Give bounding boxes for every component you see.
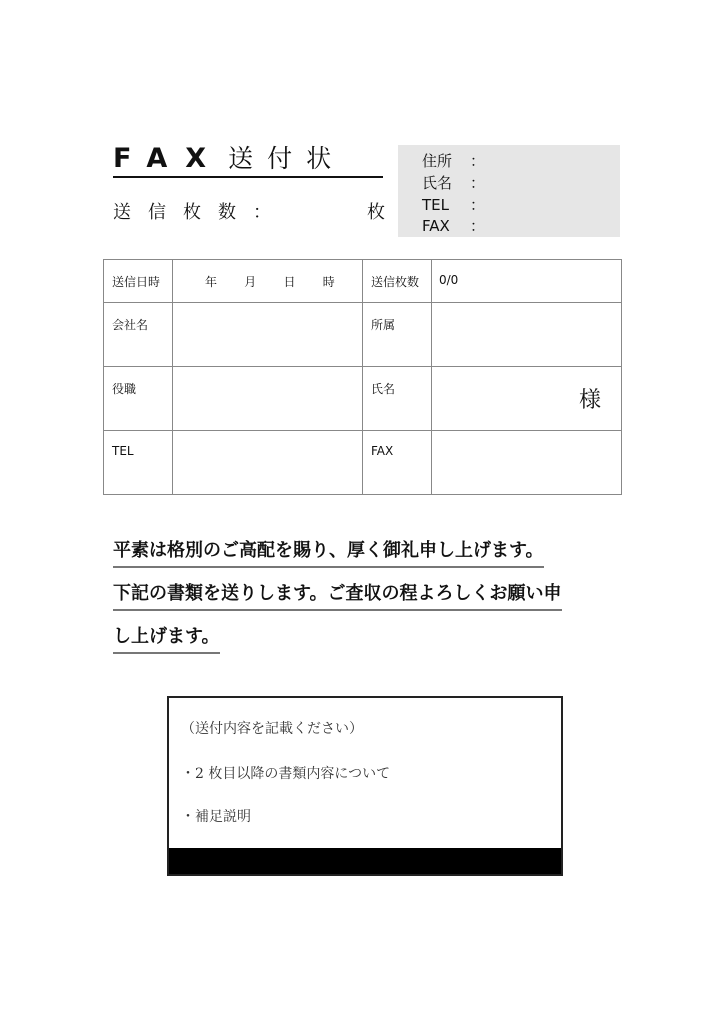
table-row [104,431,622,495]
send-datetime-label: 送信日時 [112,275,161,289]
send-count-label: 送信枚数 [371,275,420,289]
colon: ： [470,174,486,192]
greeting-text: し上げます。 [113,626,220,654]
sender-tel-row [422,196,485,214]
greeting-line-3 [113,626,220,654]
company-field[interactable] [173,303,363,367]
recipient-name-field[interactable] [432,367,622,431]
greeting-text: 平素は格別のご高配を賜り、厚く御礼申し上げます。 [113,540,544,568]
recipient-name-label-cell [363,367,432,431]
page-count-label: 送信枚数： [113,202,288,223]
tel-label: TEL [112,444,134,458]
sender-fax-row [422,217,485,235]
page-count-unit: 枚 [367,202,385,223]
table-row [104,260,622,303]
month-label: 月 [244,275,257,289]
table-row [104,303,622,367]
title-fax: FAX [113,143,225,174]
day-label: 日 [283,275,296,289]
send-count-field[interactable] [432,260,622,303]
recipient-name-label: 氏名 [371,382,396,396]
fax-field[interactable] [432,431,622,495]
position-field[interactable] [173,367,363,431]
department-label-cell [363,303,432,367]
position-label: 役職 [112,382,137,396]
greeting-line-1 [113,540,544,568]
sender-name-row [422,174,485,192]
sender-fax-label: FAX [422,217,450,235]
colon: ： [470,152,486,170]
document-title [113,138,383,178]
department-label: 所属 [371,318,396,332]
tel-label-cell [104,431,173,495]
table-row [104,367,622,431]
greeting-line-2 [113,583,562,611]
honorific-sama: 様 [578,388,601,413]
content-item-supplement: ・補足説明 [181,809,251,825]
send-count-value: 0/0 [439,273,459,287]
content-description-box[interactable] [167,696,563,876]
sender-address-row [422,152,485,170]
fax-label: FAX [371,444,394,458]
content-item-second-page: ・2 枚目以降の書類内容について [181,766,391,782]
year-label: 年 [205,275,218,289]
sender-name-label: 氏名 [422,174,453,192]
content-instruction: （送付内容を記載ください） [181,721,363,737]
title-cover-sheet: 送付状 [228,144,346,173]
fax-label-cell [363,431,432,495]
date-parts [173,273,362,290]
sender-address-label: 住所 [422,152,453,170]
colon: ： [470,217,486,235]
company-label-cell [104,303,173,367]
footer-black-bar [169,848,561,874]
company-label: 会社名 [112,318,149,332]
recipient-info-table [103,259,622,495]
tel-field[interactable] [173,431,363,495]
send-count-label-cell [363,260,432,303]
sender-info-box [398,145,620,237]
send-datetime-field[interactable] [173,260,363,303]
send-datetime-label-cell [104,260,173,303]
page-count-line [113,198,385,224]
hour-label: 時 [322,275,335,289]
colon: ： [470,196,486,214]
sender-tel-label: TEL [422,196,449,214]
position-label-cell [104,367,173,431]
department-field[interactable] [432,303,622,367]
greeting-text: 下記の書類を送りします。ご査収の程よろしくお願い申 [113,583,562,611]
